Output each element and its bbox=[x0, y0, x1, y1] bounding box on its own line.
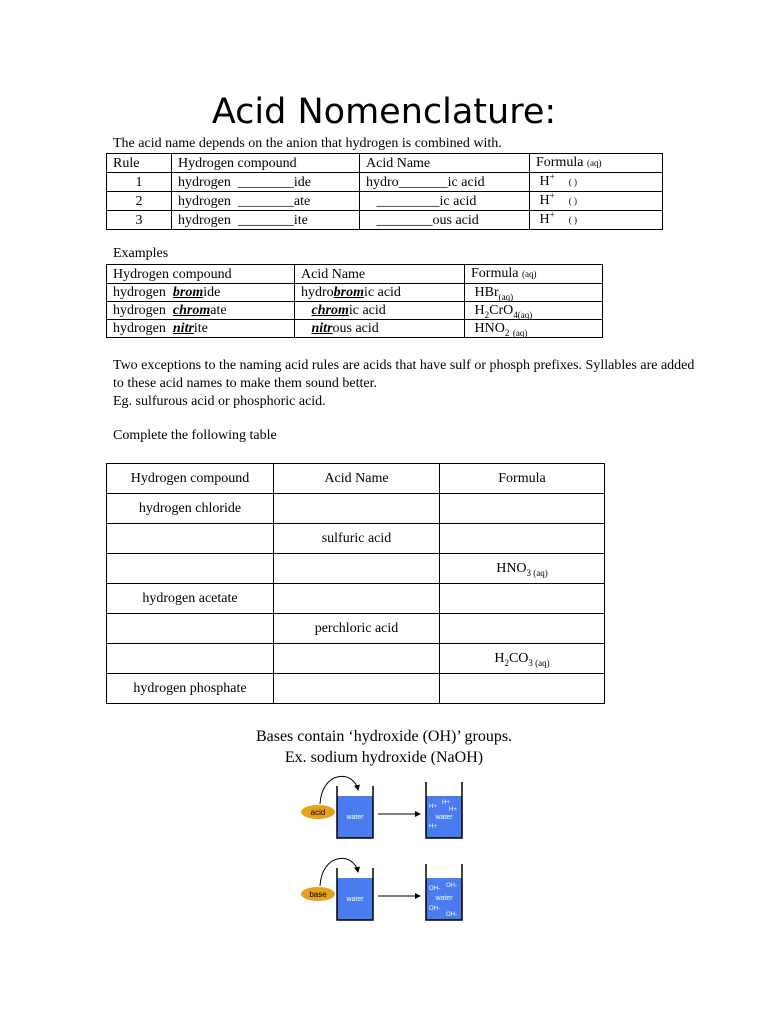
h-ion: H+ bbox=[429, 804, 437, 810]
acid-name-cell: chromic acid bbox=[295, 302, 465, 320]
page-title: Acid Nomenclature: bbox=[211, 92, 557, 132]
formula-cell: HBr$_{(aq)}$ bbox=[465, 284, 603, 302]
acid-name-cell[interactable]: perchloric acid bbox=[274, 614, 440, 644]
examples-table bbox=[106, 264, 603, 338]
formula-cell[interactable] bbox=[440, 674, 605, 704]
formula-cell[interactable] bbox=[440, 524, 605, 554]
compound-cell[interactable] bbox=[107, 644, 274, 674]
compound-cell: hydrogen bromide bbox=[107, 284, 295, 302]
acid-process bbox=[301, 776, 462, 838]
compound-cell: hydrogen chromate bbox=[107, 302, 295, 320]
table-row bbox=[107, 173, 663, 192]
acid-name-cell: ________ous acid bbox=[360, 211, 530, 230]
compound-cell[interactable]: hydrogen phosphate bbox=[107, 674, 274, 704]
formula-cell: H+ ( ) bbox=[530, 211, 663, 230]
intro-text: The acid name depends on the anion that hydrogen is combined with. bbox=[113, 136, 502, 151]
compound-cell: hydrogen nitrite bbox=[107, 320, 295, 338]
bases-text bbox=[0, 726, 768, 768]
acid-base-diagram bbox=[296, 768, 476, 926]
table-row bbox=[107, 554, 605, 584]
header-acid-name: Acid Name bbox=[274, 464, 440, 494]
compound-cell: hydrogen ________ide bbox=[172, 173, 360, 192]
table-row bbox=[107, 674, 605, 704]
formula-cell: $HNO_2$ $_{(aq)}$ bbox=[465, 320, 603, 338]
table-row bbox=[107, 494, 605, 524]
acid-name-cell: nitrous acid bbox=[295, 320, 465, 338]
header-formula: Formula (aq) bbox=[530, 154, 663, 173]
oh-ion: OH- bbox=[429, 886, 440, 892]
compound-cell: hydrogen ________ate bbox=[172, 192, 360, 211]
compound-cell[interactable] bbox=[107, 524, 274, 554]
h-ion: H+ bbox=[429, 824, 437, 830]
table-row bbox=[107, 524, 605, 554]
acid-name-cell[interactable] bbox=[274, 644, 440, 674]
compound-cell[interactable] bbox=[107, 614, 274, 644]
header-formula: Formula (aq) bbox=[465, 265, 603, 284]
header-hydrogen-compound: Hydrogen compound bbox=[172, 154, 360, 173]
table-row bbox=[107, 211, 663, 230]
formula-cell[interactable] bbox=[440, 494, 605, 524]
acid-name-cell[interactable] bbox=[274, 554, 440, 584]
header-acid-name: Acid Name bbox=[360, 154, 530, 173]
formula-cell[interactable] bbox=[440, 614, 605, 644]
bases-line-2: Ex. sodium hydroxide (NaOH) bbox=[284, 749, 484, 766]
header-acid-name: Acid Name bbox=[295, 265, 465, 284]
oh-ion: OH- bbox=[446, 883, 457, 889]
table-row bbox=[107, 644, 605, 674]
water-label: water bbox=[435, 895, 453, 902]
formula-cell: H+ ( ) bbox=[530, 173, 663, 192]
table-row bbox=[107, 614, 605, 644]
table-header-row bbox=[107, 265, 603, 284]
rules-table bbox=[106, 153, 663, 230]
acid-name-cell[interactable] bbox=[274, 674, 440, 704]
table-row bbox=[107, 192, 663, 211]
table-row bbox=[107, 284, 603, 302]
oh-ion: OH- bbox=[429, 906, 440, 912]
rule-number: 2 bbox=[107, 192, 172, 211]
acid-name-cell[interactable] bbox=[274, 494, 440, 524]
table-header-row bbox=[107, 464, 605, 494]
water-label: water bbox=[346, 814, 364, 821]
h-ion: H+ bbox=[449, 807, 457, 813]
header-hydrogen-compound: Hydrogen compound bbox=[107, 265, 295, 284]
exceptions-text: Two exceptions to the naming acid rules are acids that have sulf or phosph prefixes. Syllables are added to these acid names to make them sound better. bbox=[113, 358, 695, 391]
rule-number: 1 bbox=[107, 173, 172, 192]
base-process bbox=[301, 858, 462, 920]
bases-line-1: Bases contain ‘hydroxide (OH)’ groups. bbox=[255, 728, 513, 745]
base-label: base bbox=[309, 890, 327, 899]
acid-name-cell[interactable]: sulfuric acid bbox=[274, 524, 440, 554]
compound-cell: hydrogen ________ite bbox=[172, 211, 360, 230]
header-formula: Formula bbox=[440, 464, 605, 494]
table-row bbox=[107, 302, 603, 320]
header-rule: Rule bbox=[107, 154, 172, 173]
water-label: water bbox=[435, 814, 453, 821]
acid-name-cell[interactable] bbox=[274, 584, 440, 614]
formula-cell[interactable] bbox=[440, 584, 605, 614]
acid-name-cell: hydro_______ic acid bbox=[360, 173, 530, 192]
formula-cell[interactable]: $HNO_3$ $_{(aq)}$ bbox=[440, 554, 605, 584]
acid-name-cell: hydrobromic acid bbox=[295, 284, 465, 302]
examples-label: Examples bbox=[113, 246, 169, 261]
formula-cell[interactable]: $H_2CO_{3 (aq)}$ bbox=[440, 644, 605, 674]
header-hydrogen-compound: Hydrogen compound bbox=[107, 464, 274, 494]
table-row bbox=[107, 584, 605, 614]
compound-cell[interactable] bbox=[107, 554, 274, 584]
table-row bbox=[107, 320, 603, 338]
acid-label: acid bbox=[310, 808, 326, 817]
complete-label: Complete the following table bbox=[113, 428, 277, 443]
exceptions-example: Eg. sulfurous acid or phosphoric acid. bbox=[113, 394, 326, 409]
exceptions-paragraph bbox=[113, 357, 703, 411]
oh-ion: OH- bbox=[446, 912, 457, 918]
rule-number: 3 bbox=[107, 211, 172, 230]
table-header-row bbox=[107, 154, 663, 173]
water-label: water bbox=[346, 896, 364, 903]
acid-name-cell: _________ic acid bbox=[360, 192, 530, 211]
formula-cell: $H_2CrO_{4(aq)}$ bbox=[465, 302, 603, 320]
compound-cell[interactable]: hydrogen acetate bbox=[107, 584, 274, 614]
compound-cell[interactable]: hydrogen chloride bbox=[107, 494, 274, 524]
formula-cell: H+ ( ) bbox=[530, 192, 663, 211]
h-ion: H+ bbox=[442, 800, 450, 806]
complete-table bbox=[106, 463, 605, 704]
